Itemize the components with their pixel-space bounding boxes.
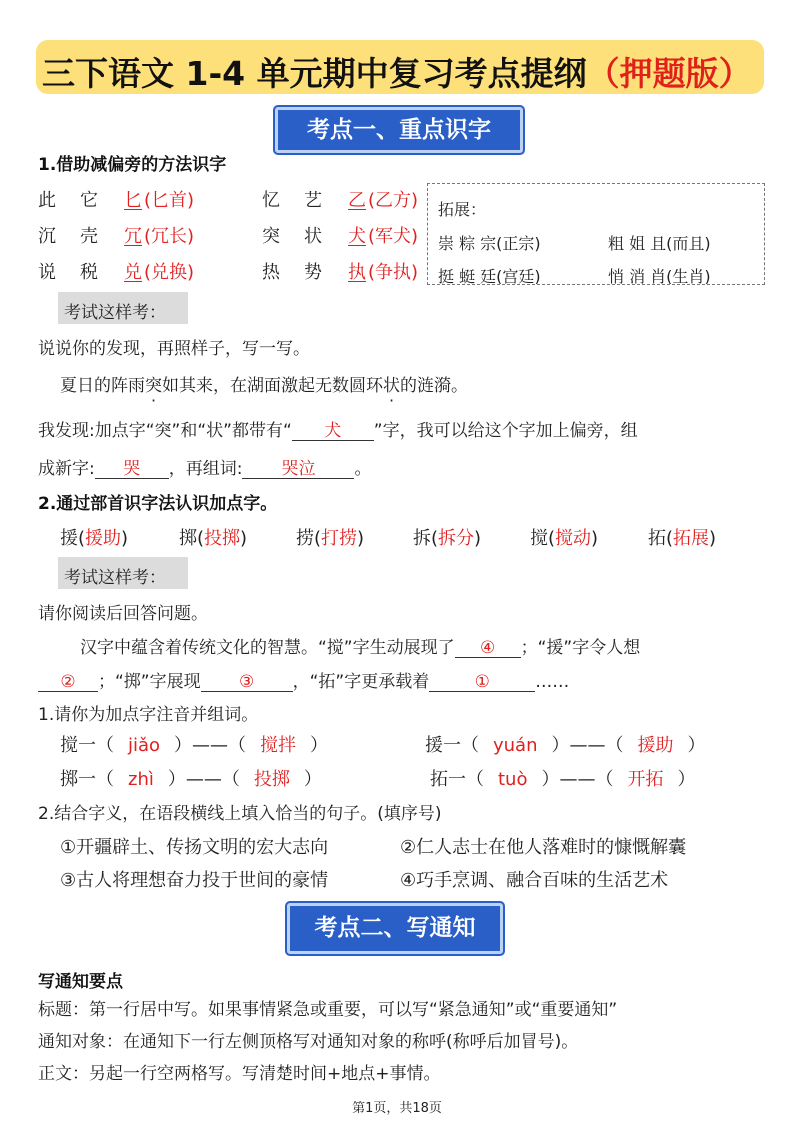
- blank-tuo: ①: [429, 673, 535, 692]
- section-badge-2: 考点二、写通知: [287, 903, 503, 954]
- char-c: 忆: [262, 190, 280, 211]
- char-c: 突: [262, 226, 280, 247]
- pinyin-ch: 掷一（: [60, 769, 114, 790]
- radical-word: 拆分: [438, 528, 475, 549]
- reading-para-line1: 汉字中蕴含着传统文化的智慧。“搅”字生动展现了 ④ ；“援”字令人想: [80, 638, 641, 658]
- pinyin-py: yuán: [493, 735, 538, 756]
- char-a: 说: [38, 262, 56, 283]
- pinyin-word: 投掷: [253, 769, 290, 790]
- char-d: 势: [304, 262, 322, 283]
- char-d: 状: [304, 226, 322, 247]
- radical-item: 掷(投掷): [179, 528, 248, 549]
- extension-line1-right: 粗 姐 且(而且): [608, 234, 711, 253]
- question-2: 2.结合字义，在语段横线上填入恰当的句子。(填序号): [38, 804, 442, 824]
- notice-line-3: 正文：另起一行空两格写。写清楚时间+地点+事情。: [38, 1064, 441, 1084]
- option-1: ①开疆辟土、传扬文明的宏大志向: [60, 837, 329, 858]
- radical-word: 援助: [85, 528, 122, 549]
- question-intro: 说说你的发现，再照样子，写一写。: [38, 339, 310, 359]
- char-c: 热: [262, 262, 280, 283]
- char-b: 它: [80, 190, 98, 211]
- pinyin-end: ）: [677, 769, 696, 790]
- pinyin-word: 搅拌: [260, 735, 297, 756]
- section3-heading: 写通知要点: [38, 972, 123, 992]
- pinyin-py: jiǎo: [128, 735, 161, 756]
- pinyin-ch: 搅一（: [60, 735, 114, 756]
- answer-word: (兑换): [144, 262, 195, 283]
- pinyin-end: ）: [310, 735, 329, 756]
- radical-word: 投掷: [204, 528, 241, 549]
- radical-char: 掷: [179, 528, 197, 549]
- char-a: 此: [38, 190, 56, 211]
- answer-radical-2: 犬: [348, 226, 366, 247]
- radical-char: 搅: [530, 528, 548, 549]
- radical-word: 打捞: [321, 528, 358, 549]
- answer-word-2: (军犬): [368, 226, 419, 247]
- pinyin-row: [60, 731, 328, 757]
- pinyin-ch: 援一（: [425, 735, 479, 756]
- answer-word-2: (争执): [368, 262, 419, 283]
- option-4: ④巧手烹调、融合百味的生活艺术: [400, 870, 669, 891]
- answer-word: (冗长): [144, 226, 195, 247]
- radical-item: 援(援助): [60, 528, 129, 549]
- answer-radical: 冗: [124, 226, 142, 247]
- answer-radical-2: 执: [348, 262, 366, 283]
- question-1: 1.请你为加点字注音并组词。: [38, 705, 259, 725]
- answer-blank-radical: 犬: [292, 422, 374, 441]
- pinyin-row: [425, 731, 706, 757]
- pinyin-mid: ）——（: [541, 769, 614, 790]
- notice-line-2: 通知对象：在通知下一行左侧顶格写对通知对象的称呼(称呼后加冒号)。: [38, 1032, 579, 1052]
- extension-label: 拓展：: [438, 200, 487, 219]
- extension-line2-left: 挺 蜓 廷(宫廷): [438, 267, 541, 285]
- radical-item: 捞(打捞): [296, 528, 365, 549]
- radical-item: 搅(搅动): [530, 528, 599, 549]
- pinyin-py: zhì: [128, 769, 154, 790]
- reading-intro: 请你阅读后回答问题。: [38, 604, 208, 624]
- option-3: ③古人将理想奋力投于世间的豪情: [60, 870, 329, 891]
- pinyin-mid: ）——（: [551, 735, 624, 756]
- title-main: 三下语文 1-4 单元期中复习考点提纲: [42, 54, 587, 93]
- section1-heading: 1.借助减偏旁的方法识字: [38, 155, 227, 175]
- radical-word: 搅动: [555, 528, 592, 549]
- char-b: 壳: [80, 226, 98, 247]
- char-a: 沉: [38, 226, 56, 247]
- section-badge-1: 考点一、重点识字: [275, 107, 523, 153]
- pinyin-end: ）: [303, 769, 322, 790]
- radical-item: 拓(拓展): [648, 528, 717, 549]
- char-b: 税: [80, 262, 98, 283]
- pinyin-row: [60, 765, 322, 791]
- radical-word: 拓展: [673, 528, 710, 549]
- pinyin-ch: 拓一（: [430, 769, 484, 790]
- answer-word-2: (乙方): [368, 190, 419, 211]
- char-d: 艺: [304, 190, 322, 211]
- option-2: ②仁人志士在他人落难时的慷慨解囊: [400, 837, 687, 858]
- section2-heading: 2.通过部首识字法认识加点字。: [38, 494, 278, 514]
- blank-yuan: ②: [38, 673, 98, 692]
- notice-line-1: 标题：第一行居中写。如果事情紧急或重要，可以写“紧急通知”或“重要通知”: [38, 1000, 618, 1020]
- exam-tag-1: 考试这样考：: [58, 292, 188, 324]
- answer-blank-word: 哭泣: [242, 460, 354, 479]
- answer-radical: 匕: [124, 190, 142, 211]
- radical-char: 拆: [413, 528, 431, 549]
- exam-tag-2: 考试这样考：: [58, 557, 188, 589]
- extension-line1-left: 崇 粽 宗(正宗): [438, 234, 541, 253]
- pinyin-mid: ）——（: [167, 769, 240, 790]
- title-highlight: （押题版）: [586, 54, 752, 93]
- radical-char: 捞: [296, 528, 314, 549]
- finding-line-1: 我发现:加点字“突”和“状”都带有“ 犬 ”字，我可以给这个字加上偏旁，组: [38, 421, 638, 441]
- answer-radical-2: 乙: [348, 190, 366, 211]
- pinyin-end: ）: [687, 735, 706, 756]
- blank-zhi: ③: [201, 673, 293, 692]
- pinyin-row: [430, 765, 695, 791]
- extension-line2-right: 悄 消 肖(生肖): [608, 267, 711, 285]
- radical-item: 拆(拆分): [413, 528, 482, 549]
- pinyin-word: 开拓: [627, 769, 664, 790]
- radical-char: 拓: [648, 528, 666, 549]
- pinyin-mid: ）——（: [174, 735, 247, 756]
- example-sentence: 夏日的阵雨突如其来，在湖面激起无数圆环状的涟漪。: [60, 376, 468, 396]
- dotted-char-2: 状: [383, 376, 400, 396]
- answer-blank-char: 哭: [95, 460, 169, 479]
- reading-para-line2: ② ；“掷”字展现 ③ ，“拓”字更承载着 ① ……: [38, 667, 569, 692]
- page-title: [42, 48, 752, 95]
- pinyin-py: tuò: [498, 769, 528, 790]
- finding-line-2: 成新字: 哭 ，再组词: 哭泣 。: [38, 459, 372, 479]
- answer-word: (匕首): [144, 190, 195, 211]
- dotted-char-1: 突: [145, 376, 162, 396]
- answer-radical: 兑: [124, 262, 142, 283]
- pinyin-word: 援助: [637, 735, 674, 756]
- radical-char: 援: [60, 528, 78, 549]
- blank-gaoxing: ④: [455, 639, 521, 658]
- extension-box: [427, 183, 765, 285]
- page-footer: 第1页，共18页: [352, 1101, 442, 1116]
